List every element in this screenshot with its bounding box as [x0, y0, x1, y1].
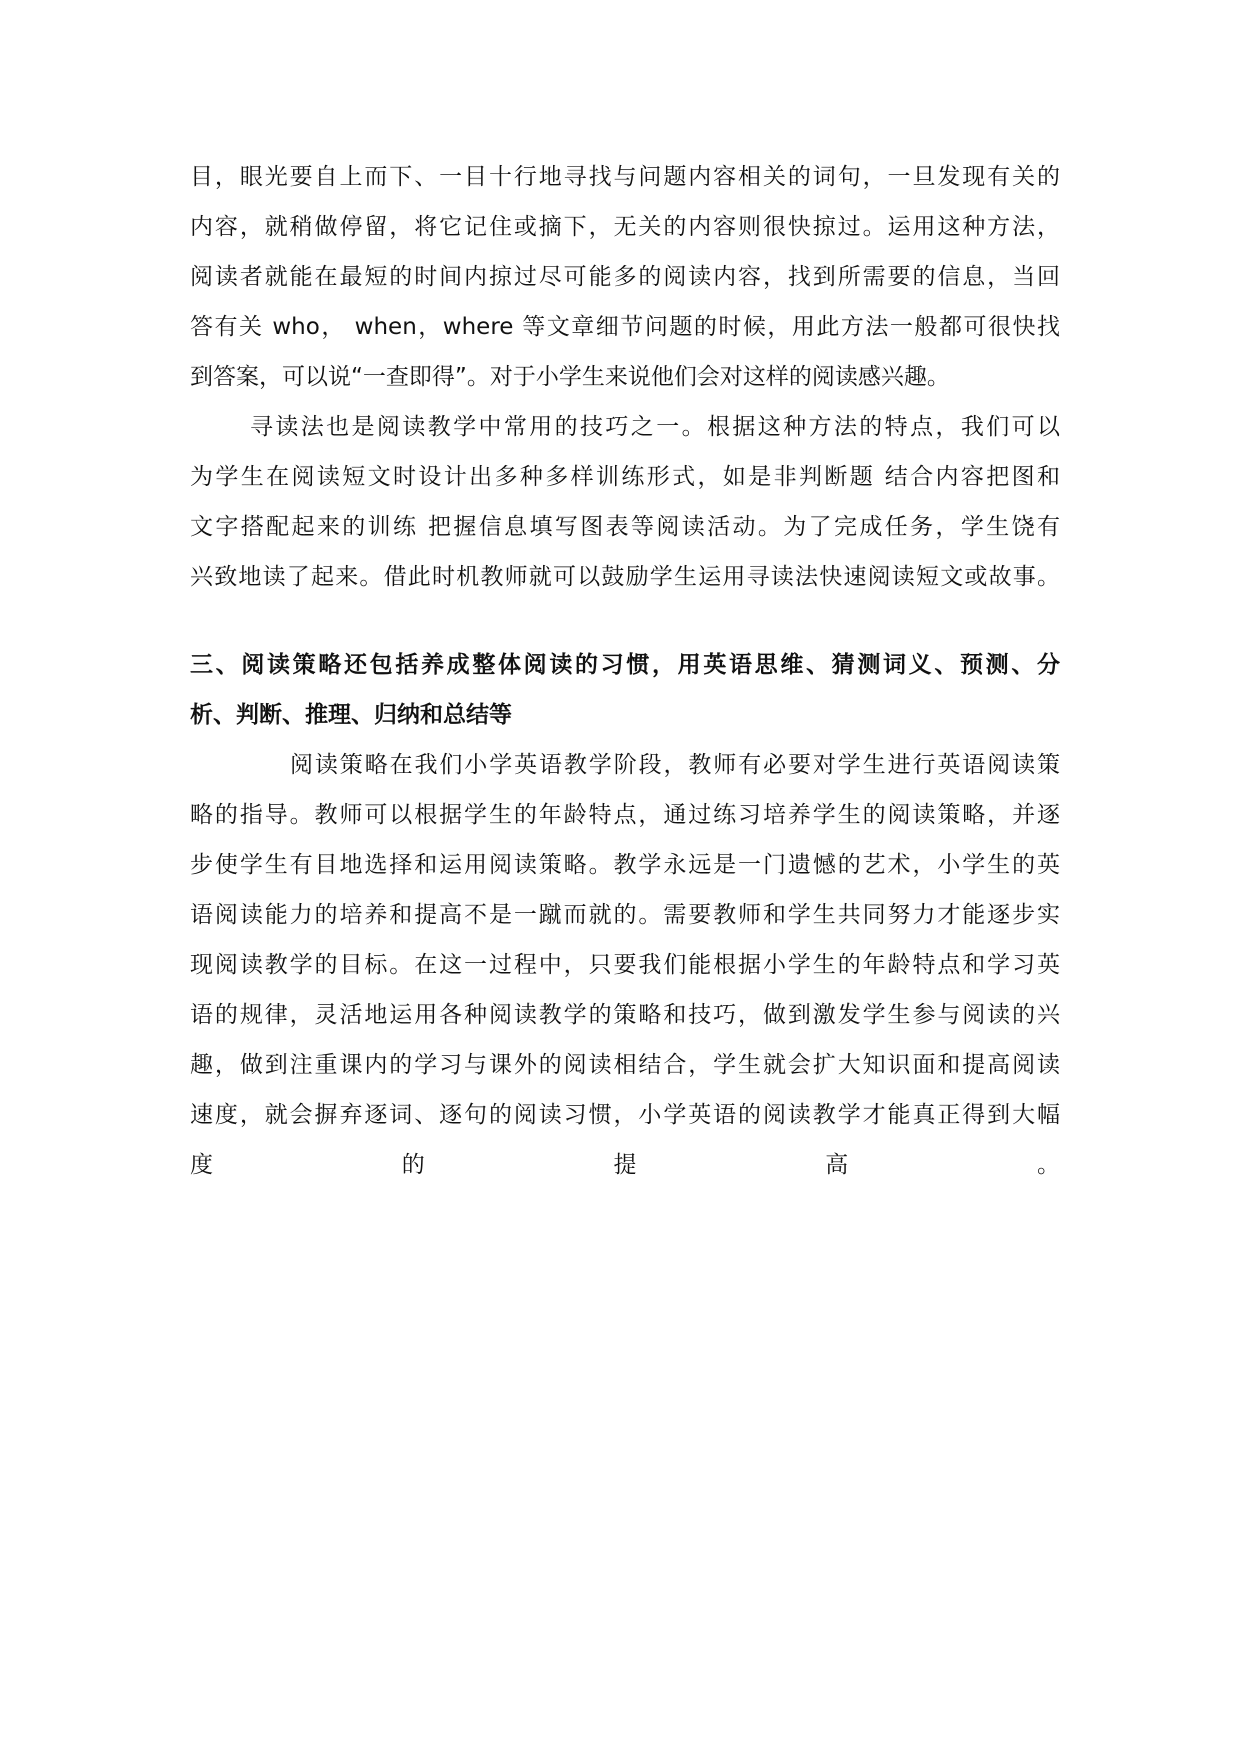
paragraph-line: 答有关 who， when，where 等文章细节问题的时候，用此方法一般都可很快找 — [190, 314, 1060, 340]
paragraph-line: 步使学生有目地选择和运用阅读策略。教学永远是一门遗憾的艺术，小学生的英 — [190, 852, 1060, 878]
paragraph-line: 内容，就稍做停留，将它记住或摘下，无关的内容则很快掠过。运用这种方法， — [190, 214, 1060, 240]
paragraph-line: 寻读法也是阅读教学中常用的技巧之一。根据这种方法的特点，我们可以 — [250, 414, 1060, 440]
paragraph-line: 略的指导。教师可以根据学生的年龄特点，通过练习培养学生的阅读策略，并逐 — [190, 802, 1060, 828]
paragraph-line: 阅读者就能在最短的时间内掠过尽可能多的阅读内容，找到所需要的信息，当回 — [190, 264, 1060, 290]
paragraph-line: 语的规律，灵活地运用各种阅读教学的策略和技巧，做到激发学生参与阅读的兴 — [190, 1002, 1060, 1028]
paragraph-line: 速度，就会摒弃逐词、逐句的阅读习惯，小学英语的阅读教学才能真正得到大幅 — [190, 1102, 1060, 1128]
paragraph-line: 趣，做到注重课内的学习与课外的阅读相结合，学生就会扩大知识面和提高阅读 — [190, 1052, 1060, 1078]
paragraph-line: 目，眼光要自上而下、一目十行地寻找与问题内容相关的词句，一旦发现有关的 — [190, 164, 1060, 190]
section-heading: 析、判断、推理、归纳和总结等 — [190, 702, 512, 728]
paragraph-line: 兴致地读了起来。借此时机教师就可以鼓励学生运用寻读法快速阅读短文或故事。 — [190, 564, 1060, 590]
paragraph-line: 度 的 提 高 。 — [190, 1152, 1060, 1178]
paragraph-line: 到答案，可以说“一查即得”。对于小学生来说他们会对这样的阅读感兴趣。 — [190, 364, 950, 390]
paragraph-line: 阅读策略在我们小学英语教学阶段，教师有必要对学生进行英语阅读策 — [290, 752, 1060, 778]
paragraph-line: 为学生在阅读短文时设计出多种多样训练形式，如是非判断题 结合内容把图和 — [190, 464, 1060, 490]
paragraph-line: 文字搭配起来的训练 把握信息填写图表等阅读活动。为了完成任务，学生饶有 — [190, 514, 1060, 540]
paragraph-line: 语阅读能力的培养和提高不是一蹴而就的。需要教师和学生共同努力才能逐步实 — [190, 902, 1060, 928]
section-heading: 三、阅读策略还包括养成整体阅读的习惯，用英语思维、猜测词义、预测、分 — [190, 652, 1060, 678]
paragraph-line: 现阅读教学的目标。在这一过程中，只要我们能根据小学生的年龄特点和学习英 — [190, 952, 1060, 978]
